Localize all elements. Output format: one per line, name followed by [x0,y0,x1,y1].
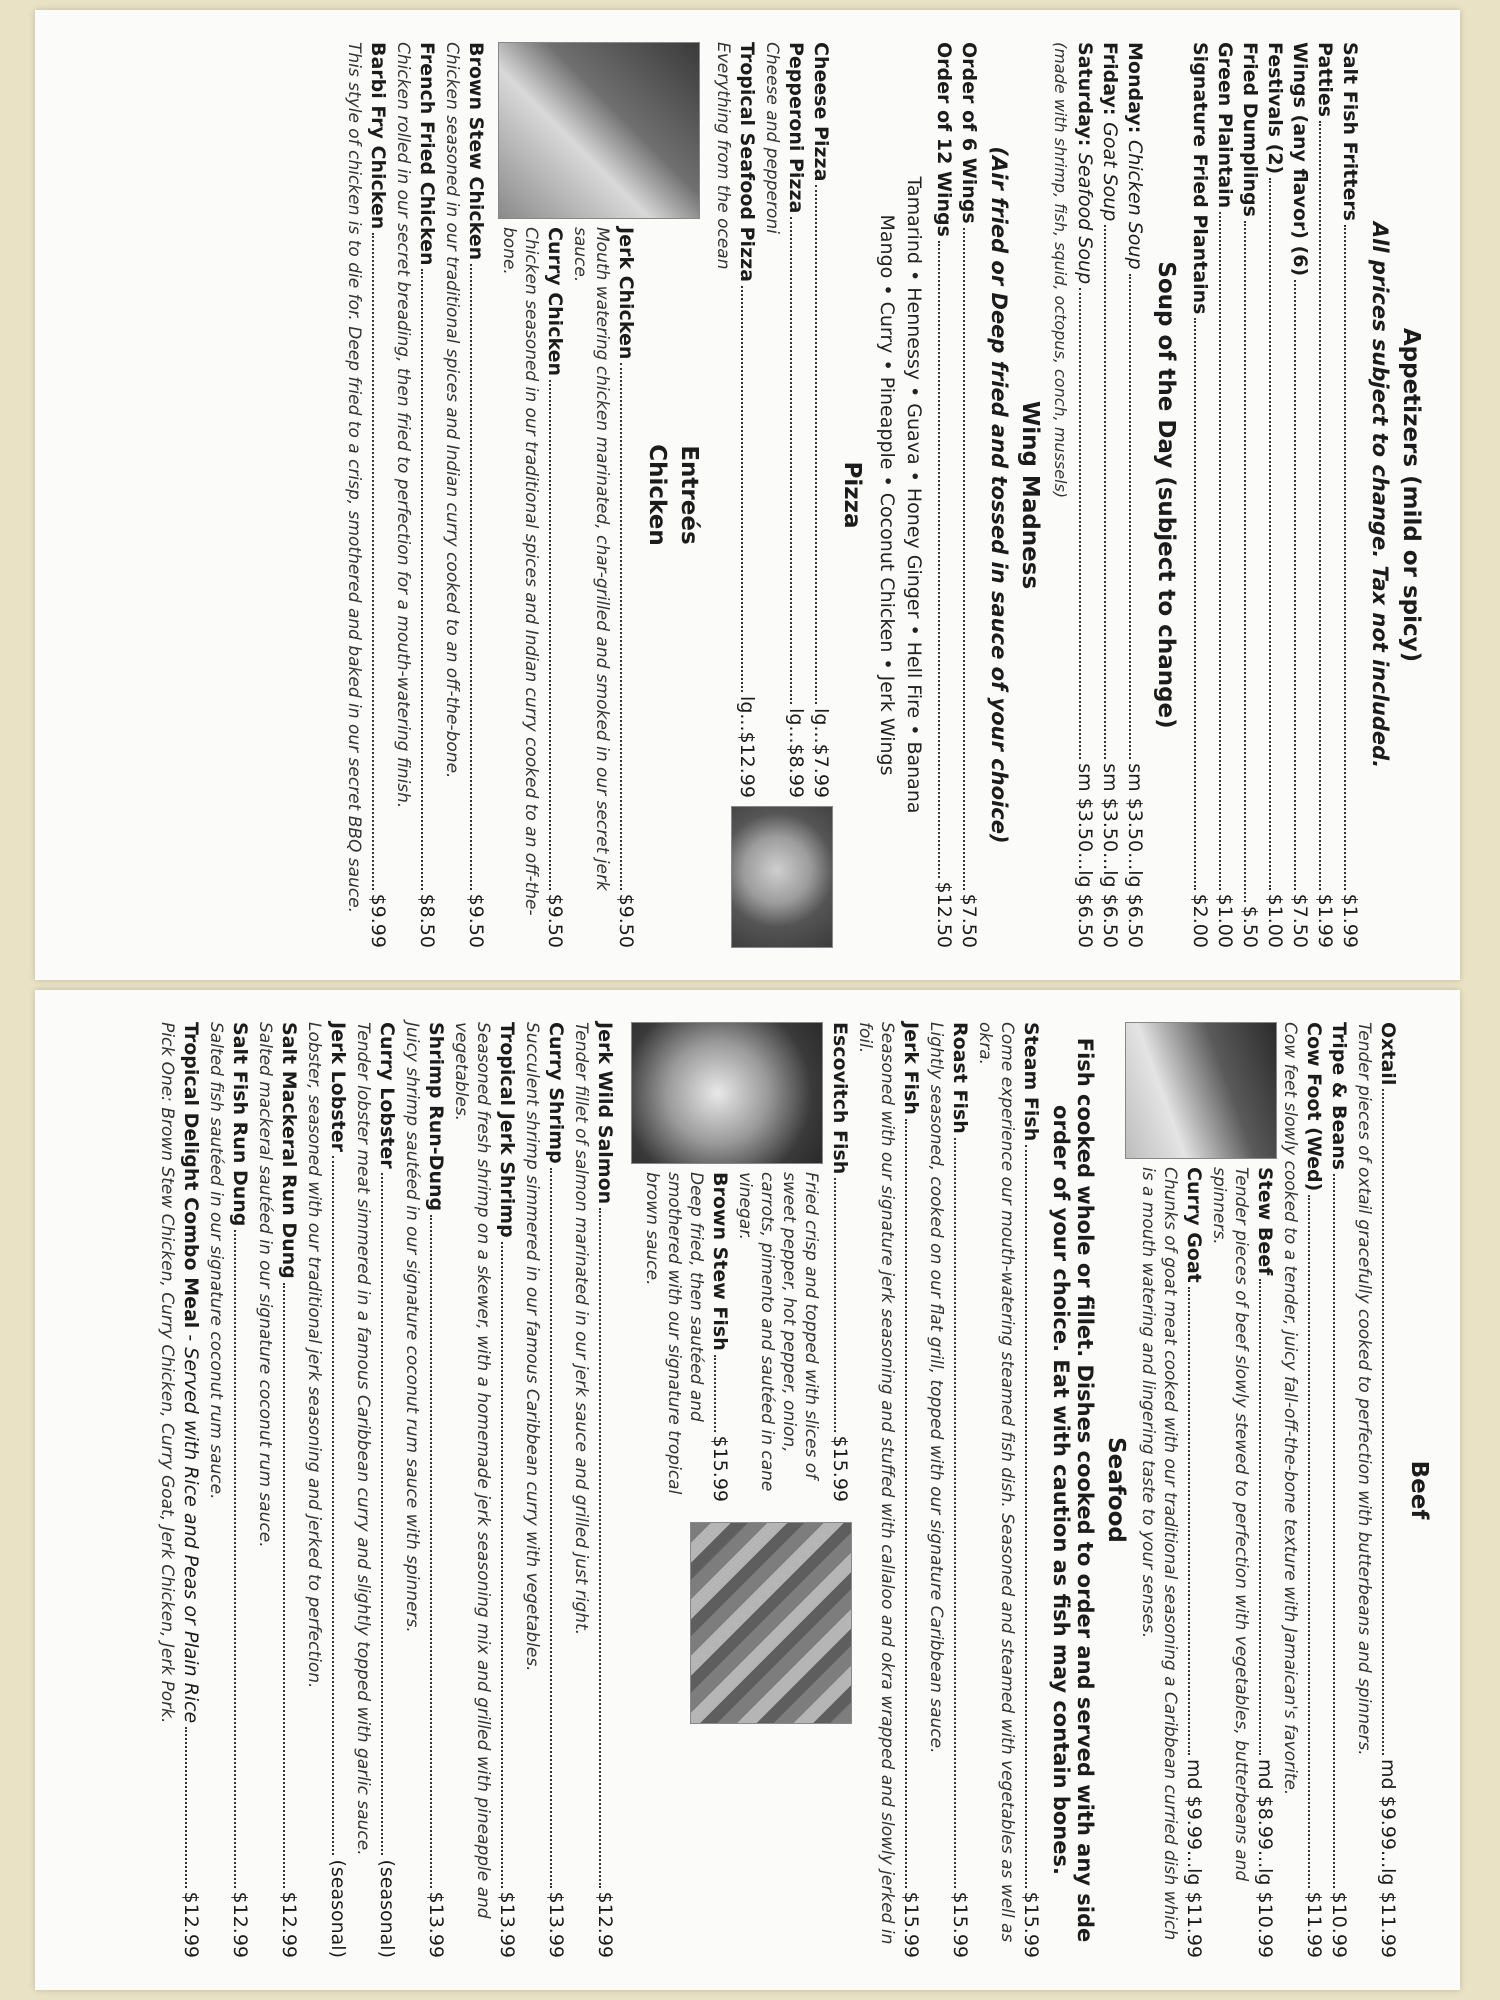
leader-dots [741,286,743,692]
leader-dots [938,241,940,878]
seafood-list-top [854,1022,1043,1958]
item-name: Roast Fish [949,1022,971,1134]
menu-item [276,1022,301,1958]
menu-item [1212,42,1237,948]
item-price: md $9.99...lg $11.99 [1377,1759,1399,1958]
item-price: $9.99 [367,893,389,948]
menu-item [543,1022,568,1958]
menu-item [325,1022,350,1958]
soup-title: Soup of the Day (subject to change) [1153,261,1179,729]
item-name: Curry Lobster [376,1022,398,1169]
leader-dots [283,1283,285,1888]
leader-dots [421,269,423,889]
leader-dots [1333,1174,1335,1887]
leader-dots [1259,1279,1261,1755]
item-price: lg...$8.99 [785,708,807,798]
item-name: Tropical Jerk Shrimp [496,1022,518,1238]
appetizers-list [1187,42,1362,948]
item-name: Shrimp Run-Dung [425,1022,447,1212]
menu-item [178,1022,203,1958]
menu-item [1097,42,1122,948]
menu-item [1287,42,1312,948]
pizza-list [712,42,833,948]
item-description: Chunks of goat meat cooked with our traditional seasoning a Caribbean curried dish which is a mouth watering and lingering taste to your senses. [1138,1167,1180,1941]
item-name: Jerk Lobster [327,1022,349,1152]
item-price: $12.50 [933,881,955,948]
item-price: $9.50 [615,893,637,948]
leader-dots [550,1168,552,1888]
item-price: $1.99 [1339,893,1361,948]
leader-dots [430,1215,432,1887]
item-price: $1.99 [1314,893,1336,948]
item-price: $8.50 [416,893,438,948]
jerk-chicken-photo [498,42,700,219]
menu-item [613,227,638,948]
item-price: $15.99 [900,1891,922,1958]
item-name: Order of 6 Wings [958,42,980,224]
beef-title: Beef [1406,1460,1432,1520]
item-name: Salt Fish Fritters [1339,42,1361,222]
seafood-list-bottom [156,1022,617,1958]
item-price: $1.00 [1214,893,1236,948]
item-description: Tender fillet of salmon marinated in our jerk sauce and grilled just right. [571,1022,591,1636]
escovitch-fish-photo [631,1022,823,1164]
leader-dots [234,1230,236,1887]
leader-dots [1025,1145,1027,1887]
beef-with-photo [1137,1022,1277,1958]
menu-item [1181,1167,1206,1958]
leader-dots [470,264,472,889]
item-name: Cheese Pizza [810,42,832,182]
menu-item [808,42,833,798]
menu-item [1375,1022,1400,1958]
item-name: Steam Fish [1020,1022,1042,1142]
item-description: Chicken seasoned in our traditional spices and Indian curry cooked to an off-the-bone. [499,227,541,916]
leader-dots [332,1156,334,1855]
menu-page-right [35,990,1460,1990]
leader-dots [372,233,374,889]
menu-item [1018,1022,1043,1958]
menu-item [463,42,488,948]
item-name: Tripe & Beans [1328,1022,1350,1171]
item-description: Cheese and pepperoni [762,42,782,234]
item-description: Succulent shrimp simmered in our famous Caribbean curry with vegetables. [522,1022,542,1672]
item-price: sm $3.50...lg $6.50 [1124,763,1146,948]
entrees-title: Entreés [676,445,702,545]
item-price: $15.99 [1020,1891,1042,1958]
item-name: Cow Foot (Wed) [1303,1022,1325,1192]
item-description: Tender lobster meat simmered in a famous Caribbean curry and slightly topped with garlic sauce. [353,1022,373,1856]
menu-item [1312,42,1337,948]
leader-dots [834,1178,836,1431]
item-price: $.50 [1239,905,1261,948]
menu-item [707,1172,732,1502]
item-name: Order of 12 Wings [933,42,955,237]
item-name: Jerk Wild Salmon [594,1022,616,1205]
item-name: Friday: Goat Soup [1099,42,1121,222]
leader-dots [1308,1195,1310,1887]
item-price: lg...$12.99 [736,696,758,798]
leader-dots [815,185,817,704]
item-name: Tropical Delight Combo Meal - Served with Rice and Peas or Plain Rice [180,1022,202,1724]
item-description: Lobster, seasoned with our traditional jerk seasoning and jerked to perfection. [304,1022,324,1689]
menu-item [227,1022,252,1958]
menu-item [592,1022,617,1958]
item-name: French Fried Chicken [416,42,438,266]
leader-dots [185,1727,187,1887]
wing-flavors-line: Mango • Curry • Pineapple • Coconut Chicken • Jerk Wings [876,214,898,776]
item-name: Saturday: Seafood Soup [1074,42,1096,285]
menu-item [1252,1167,1277,1958]
leader-dots [714,1355,716,1432]
leader-dots [620,363,622,889]
item-price: $10.99 [1328,1891,1350,1958]
menu-item [494,1022,519,1958]
menu-item [1187,42,1212,948]
item-price: $12.99 [278,1891,300,1958]
item-description: Tender pieces of beef slowly stewed to perfection with vegetables, butterbeans and spinners. [1209,1167,1251,1882]
item-price: $15.99 [829,1435,851,1502]
item-description: Pick One: Brown Stew Chicken, Curry Chicken, Curry Goat, Jerk Chicken, Jerk Pork. [157,1022,177,1724]
item-price: md $9.99...lg $11.99 [1183,1759,1205,1958]
leader-dots [1294,280,1296,889]
menu-item [931,42,956,948]
menu-item [783,42,808,798]
item-name: Green Plaintain [1214,42,1236,209]
leader-dots [905,1119,907,1888]
wing-flavors [873,42,927,948]
item-name: Monday: Chicken Soup [1124,42,1146,270]
seafood-subtitle: Fish cooked whole or fillet. Dishes cooked to order and served with any side order of your choice. Eat with caution as fish may contain bones. [1049,1037,1097,1943]
item-price: (seasonal) [376,1859,398,1958]
menu-item [827,1022,852,1502]
chicken-title: Chicken [644,444,670,546]
item-name: Barbi Fry Chicken [367,42,389,230]
menu-page-left [35,10,1460,980]
menu-item [1072,42,1097,948]
item-description: Deep fried, then sautéed and smothered with our signature tropical brown sauce. [642,1172,706,1495]
item-description: Everything from the ocean [713,42,733,270]
menu-item [423,1022,448,1958]
item-price: sm $3.50...lg $6.50 [1099,763,1121,948]
item-description: Lightly seasoned, cooked on our flat grill, topped with our signature Caribbean sauce. [926,1022,946,1754]
appetizers-title: Appetizers (mild or spicy) [1398,327,1424,663]
chicken-list-bottom [343,42,488,948]
item-price: $1.00 [1264,893,1286,948]
wings-list [931,42,981,948]
leader-dots [599,1208,601,1887]
item-price: sm $3.50...lg $6.50 [1074,763,1096,948]
leader-dots [1129,274,1131,760]
item-name: Jerk Fish [900,1022,922,1115]
item-price: lg...$7.99 [810,708,832,798]
item-name: Brown Stew Chicken [465,42,487,261]
menu-item [374,1022,399,1958]
item-description: Chicken rolled in our secret breading, then fried to perfection for a mouth-watering finish. [393,42,413,809]
item-price: $9.50 [465,893,487,948]
menu-item [898,1022,923,1958]
wings-title: Wing Madness [1017,400,1043,590]
escovitch-description-block [639,1172,822,1502]
menu-item [542,227,567,948]
item-price: (seasonal) [327,1859,349,1958]
leader-dots [1244,221,1246,902]
item-name: Escovitch Fish [829,1022,851,1175]
leader-dots [954,1138,956,1888]
leader-dots [1319,121,1321,889]
item-price: $9.50 [544,893,566,948]
item-name: Brown Stew Fish [709,1172,731,1351]
menu-item [1237,42,1262,948]
item-price: $11.99 [1303,1891,1325,1958]
item-description: Seasoned with our signature jerk seasoning and stuffed with callaloo and okra wrapped and slowly jerked in foil. [855,1022,897,1945]
item-description: Salted mackeral sautéed in our signature coconut rum sauce. [255,1022,275,1548]
item-description: Come experience our mouth-watering steamed fish dish. Seasoned and steamed with vegetables as well as okra. [975,1022,1017,1943]
item-price: $15.99 [709,1435,731,1502]
soup-list [1051,42,1147,948]
leader-dots [790,217,792,704]
item-description: Mouth watering chicken marinated, char-grilled and smoked in our secret jerk sauce. [570,227,612,891]
leader-dots [381,1173,383,1856]
pizza-title: Pizza [839,461,865,529]
item-price: $12.99 [229,1891,251,1958]
item-description: This style of chicken is to die for. Deep fried to a crisp, smothered and baked in our secret BBQ sauce. [344,42,364,914]
leader-dots [1382,1089,1384,1755]
soup-note: (made with shrimp, fish, squid, octopus, conch, mussels) [1051,42,1070,499]
escovitch-block [617,1022,852,1958]
item-name: Jerk Chicken [615,227,637,360]
item-description: Salted fish sautéed in our signature coconut rum sauce. [206,1022,226,1500]
menu-item [956,42,981,948]
item-price: $2.00 [1189,893,1211,948]
item-price: $13.99 [496,1891,518,1958]
menu-item [365,42,390,948]
item-price: $12.99 [180,1891,202,1958]
oxtail-photo [1125,1022,1277,1159]
leader-dots [1194,318,1196,889]
item-price: md $8.99...lg $10.99 [1254,1759,1276,1958]
item-description: Tender pieces of oxtail gracefully cooked to perfection with butterbeans and spinners. [1354,1022,1374,1756]
item-name: Festivals (2) [1264,42,1286,175]
leader-dots [1269,178,1271,889]
wings-subtitle: (Air fried or Deep fried and tossed in sauce of your choice) [987,146,1011,844]
item-name: Signature Fried Plantains [1189,42,1211,315]
leader-dots [1344,225,1346,890]
menu-item [1337,42,1362,948]
menu-item [947,1022,972,1958]
item-name: Salt Fish Run Dung [229,1022,251,1227]
item-description: Fried crisp and topped with slices of sweet pepper, hot pepper, onion, carrots, pimento and sautéed in cane vinegar. [735,1172,821,1492]
shrimp-photo [690,1522,852,1724]
leader-dots [963,228,965,890]
pizza-photo [731,806,833,948]
item-price: $13.99 [425,1891,447,1958]
item-name: Patties [1314,42,1336,118]
item-description: Juicy shrimp sautéed in our signature coconut rum sauce with spinners. [402,1022,422,1633]
chicken-list-top [488,42,638,948]
item-name: Curry Chicken [544,227,566,376]
appetizers-subtitle: All prices subject to change. Tax not included. [1368,221,1392,769]
leader-dots [1079,288,1081,759]
menu-item [1301,1022,1326,1958]
menu-item [1326,1022,1351,1958]
seafood-title: Seafood [1103,1437,1129,1543]
leader-dots [1104,225,1106,759]
item-description: Seasoned fresh shrimp on a skewer, with a homemade jerk seasoning mix and grilled with pineapple and vegetables. [451,1022,493,1919]
item-description: Chicken seasoned in our traditional spices and Indian curry cooked to an off-the-bone. [442,42,462,779]
item-price: $12.99 [594,1891,616,1958]
leader-dots [501,1242,503,1888]
item-price: $7.50 [1289,893,1311,948]
menu-item [734,42,759,798]
item-name: Wings (any flavor) (6) [1289,42,1311,277]
menu-item [1262,42,1287,948]
item-name: Oxtail [1377,1022,1399,1086]
item-name: Tropical Seafood Pizza [736,42,758,282]
item-price: $7.50 [958,893,980,948]
item-description: Cow feet slowly cooked to a tender, juicy fall-off-the-bone texture with Jamaican's favorite. [1280,1022,1300,1796]
item-name: Curry Shrimp [545,1022,567,1164]
menu-item [1122,42,1147,948]
item-price: $15.99 [949,1891,971,1958]
menu-item [414,42,439,948]
item-name: Curry Goat [1183,1167,1205,1283]
item-name: Stew Beef [1254,1167,1276,1276]
item-name: Pepperoni Pizza [785,42,807,214]
item-name: Salt Mackeral Run Dung [278,1022,300,1279]
leader-dots [1219,212,1221,889]
item-name: Fried Dumplings [1239,42,1261,217]
leader-dots [549,380,551,890]
wing-flavors-line: Tamarind • Hennessy • Guava • Honey Ginger • Hell Fire • Banana [903,176,925,814]
item-price: $13.99 [545,1891,567,1958]
leader-dots [1188,1287,1190,1755]
